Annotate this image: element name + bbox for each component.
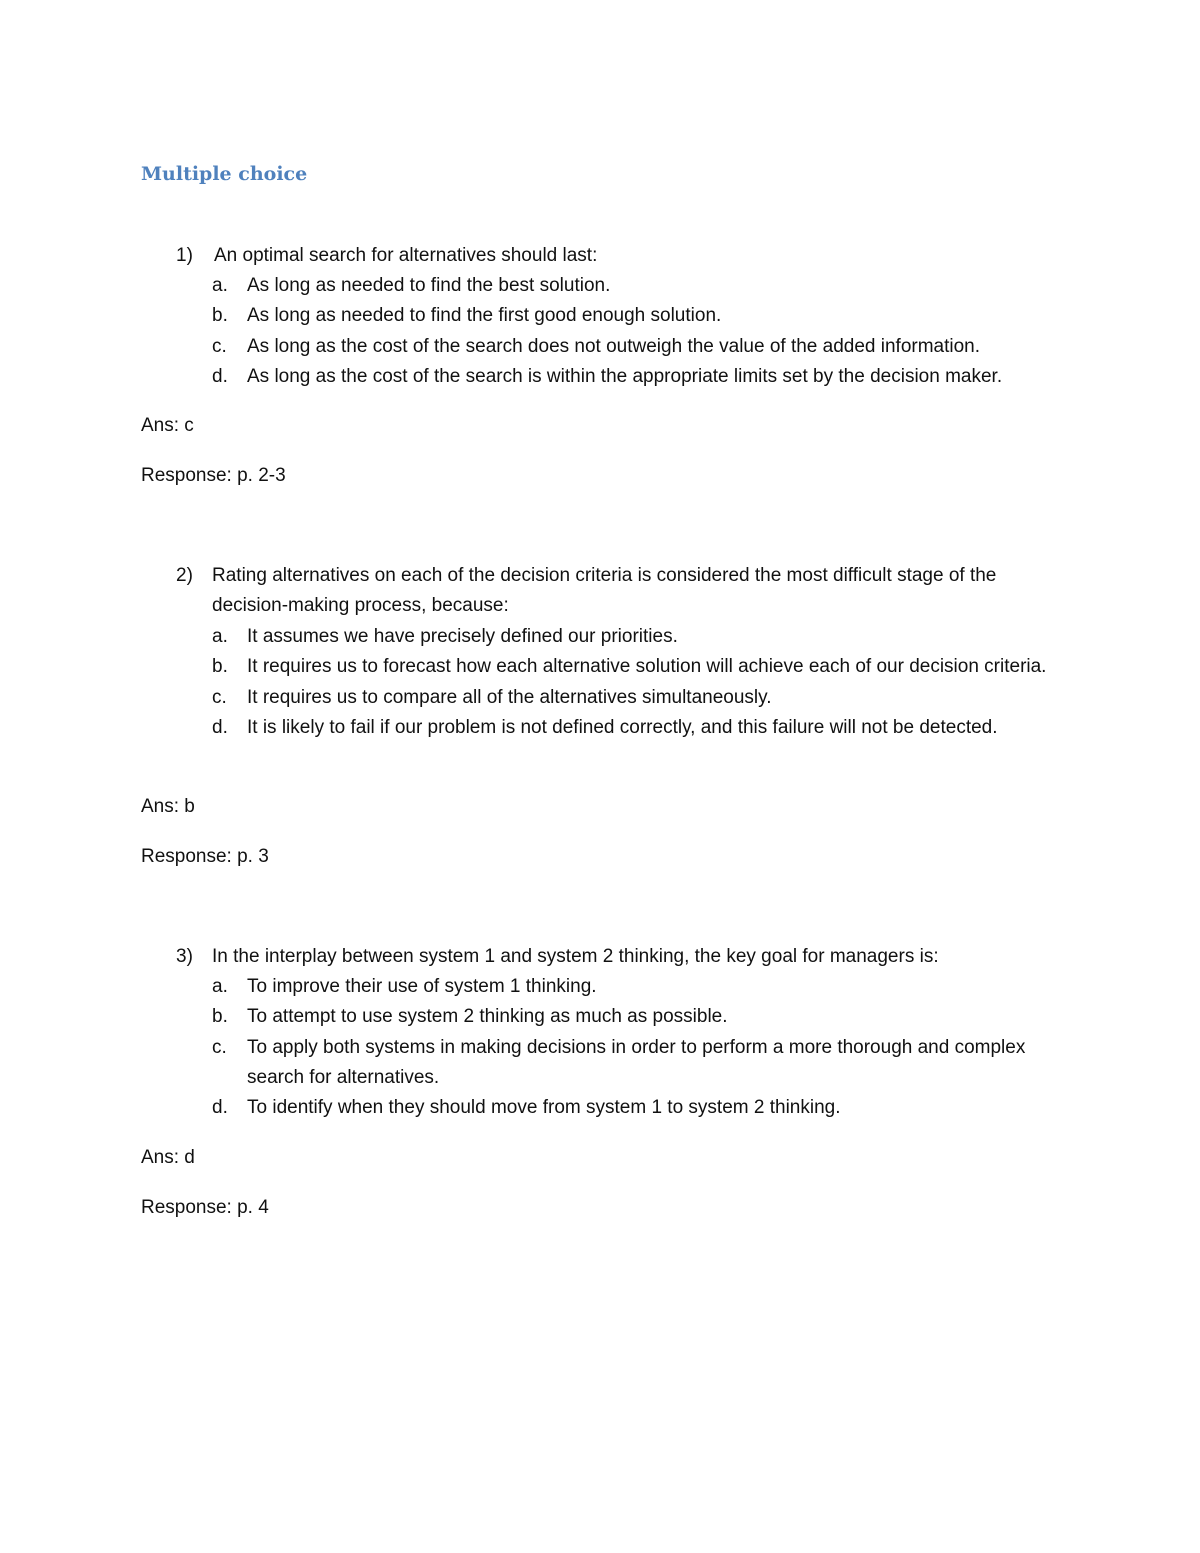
option-d — [0, 713, 1200, 743]
option-text: It requires us to forecast how each alternative solution will achieve each of our decision criteria. — [247, 656, 1047, 678]
option-letter: b. — [212, 1006, 228, 1028]
option-c — [0, 332, 1200, 362]
option-letter: a. — [212, 626, 228, 647]
option-b — [0, 301, 1200, 331]
option-a — [0, 622, 1200, 652]
option-c — [0, 1033, 1200, 1094]
option-text: As long as the cost of the search is within the appropriate limits set by the decision maker. — [247, 365, 1003, 387]
option-d — [0, 362, 1200, 392]
question-text: An optimal search for alternatives should last: — [214, 245, 598, 266]
question-number: 2) — [176, 565, 193, 586]
question-text: Rating alternatives on each of the decision criteria is considered the most difficult stage of the decision-making process, because: — [212, 565, 997, 617]
option-text: As long as needed to find the first good enough solution. — [247, 305, 722, 327]
answer: Ans: c — [141, 415, 194, 436]
option-letter: d. — [212, 716, 228, 738]
question-2-options — [0, 622, 1200, 743]
option-text: It is likely to fail if our problem is not defined correctly, and this failure will not be detected. — [247, 716, 998, 738]
option-c — [0, 683, 1200, 713]
option-letter: b. — [212, 305, 228, 327]
option-letter: c. — [212, 335, 227, 357]
option-text: As long as the cost of the search does not outweigh the value of the added information. — [247, 335, 981, 357]
question-number: 1) — [176, 245, 193, 266]
option-letter: c. — [212, 686, 227, 708]
question-text: In the interplay between system 1 and system 2 thinking, the key goal for managers is: — [212, 946, 939, 967]
option-d — [0, 1093, 1200, 1123]
option-text: To identify when they should move from system 1 to system 2 thinking. — [247, 1097, 841, 1119]
option-b — [0, 1002, 1200, 1032]
question-number: 3) — [176, 946, 193, 967]
option-text: It requires us to compare all of the alternatives simultaneously. — [247, 686, 772, 708]
option-text: It assumes we have precisely defined our priorities. — [247, 626, 678, 647]
section-heading: Multiple choice — [141, 163, 308, 185]
response: Response: p. 2-3 — [141, 465, 286, 486]
option-letter: d. — [212, 365, 228, 387]
answer: Ans: d — [141, 1147, 195, 1168]
answer: Ans: b — [141, 796, 195, 817]
option-letter: d. — [212, 1097, 228, 1119]
option-b — [0, 652, 1200, 682]
option-letter: a. — [212, 976, 228, 997]
question-3-options — [0, 972, 1200, 1123]
option-text: To improve their use of system 1 thinking. — [247, 976, 597, 997]
option-letter: b. — [212, 656, 228, 678]
option-text: As long as needed to find the best solution. — [247, 275, 611, 296]
option-text: To apply both systems in making decisions in order to perform a more thorough and complex search for alternatives. — [247, 1036, 1026, 1088]
option-a — [0, 972, 1200, 1002]
option-a — [0, 271, 1200, 301]
response: Response: p. 4 — [141, 1197, 269, 1218]
question-1-options — [0, 271, 1200, 392]
option-letter: a. — [212, 275, 228, 296]
option-letter: c. — [212, 1036, 227, 1058]
response: Response: p. 3 — [141, 846, 269, 867]
option-text: To attempt to use system 2 thinking as much as possible. — [247, 1006, 728, 1028]
